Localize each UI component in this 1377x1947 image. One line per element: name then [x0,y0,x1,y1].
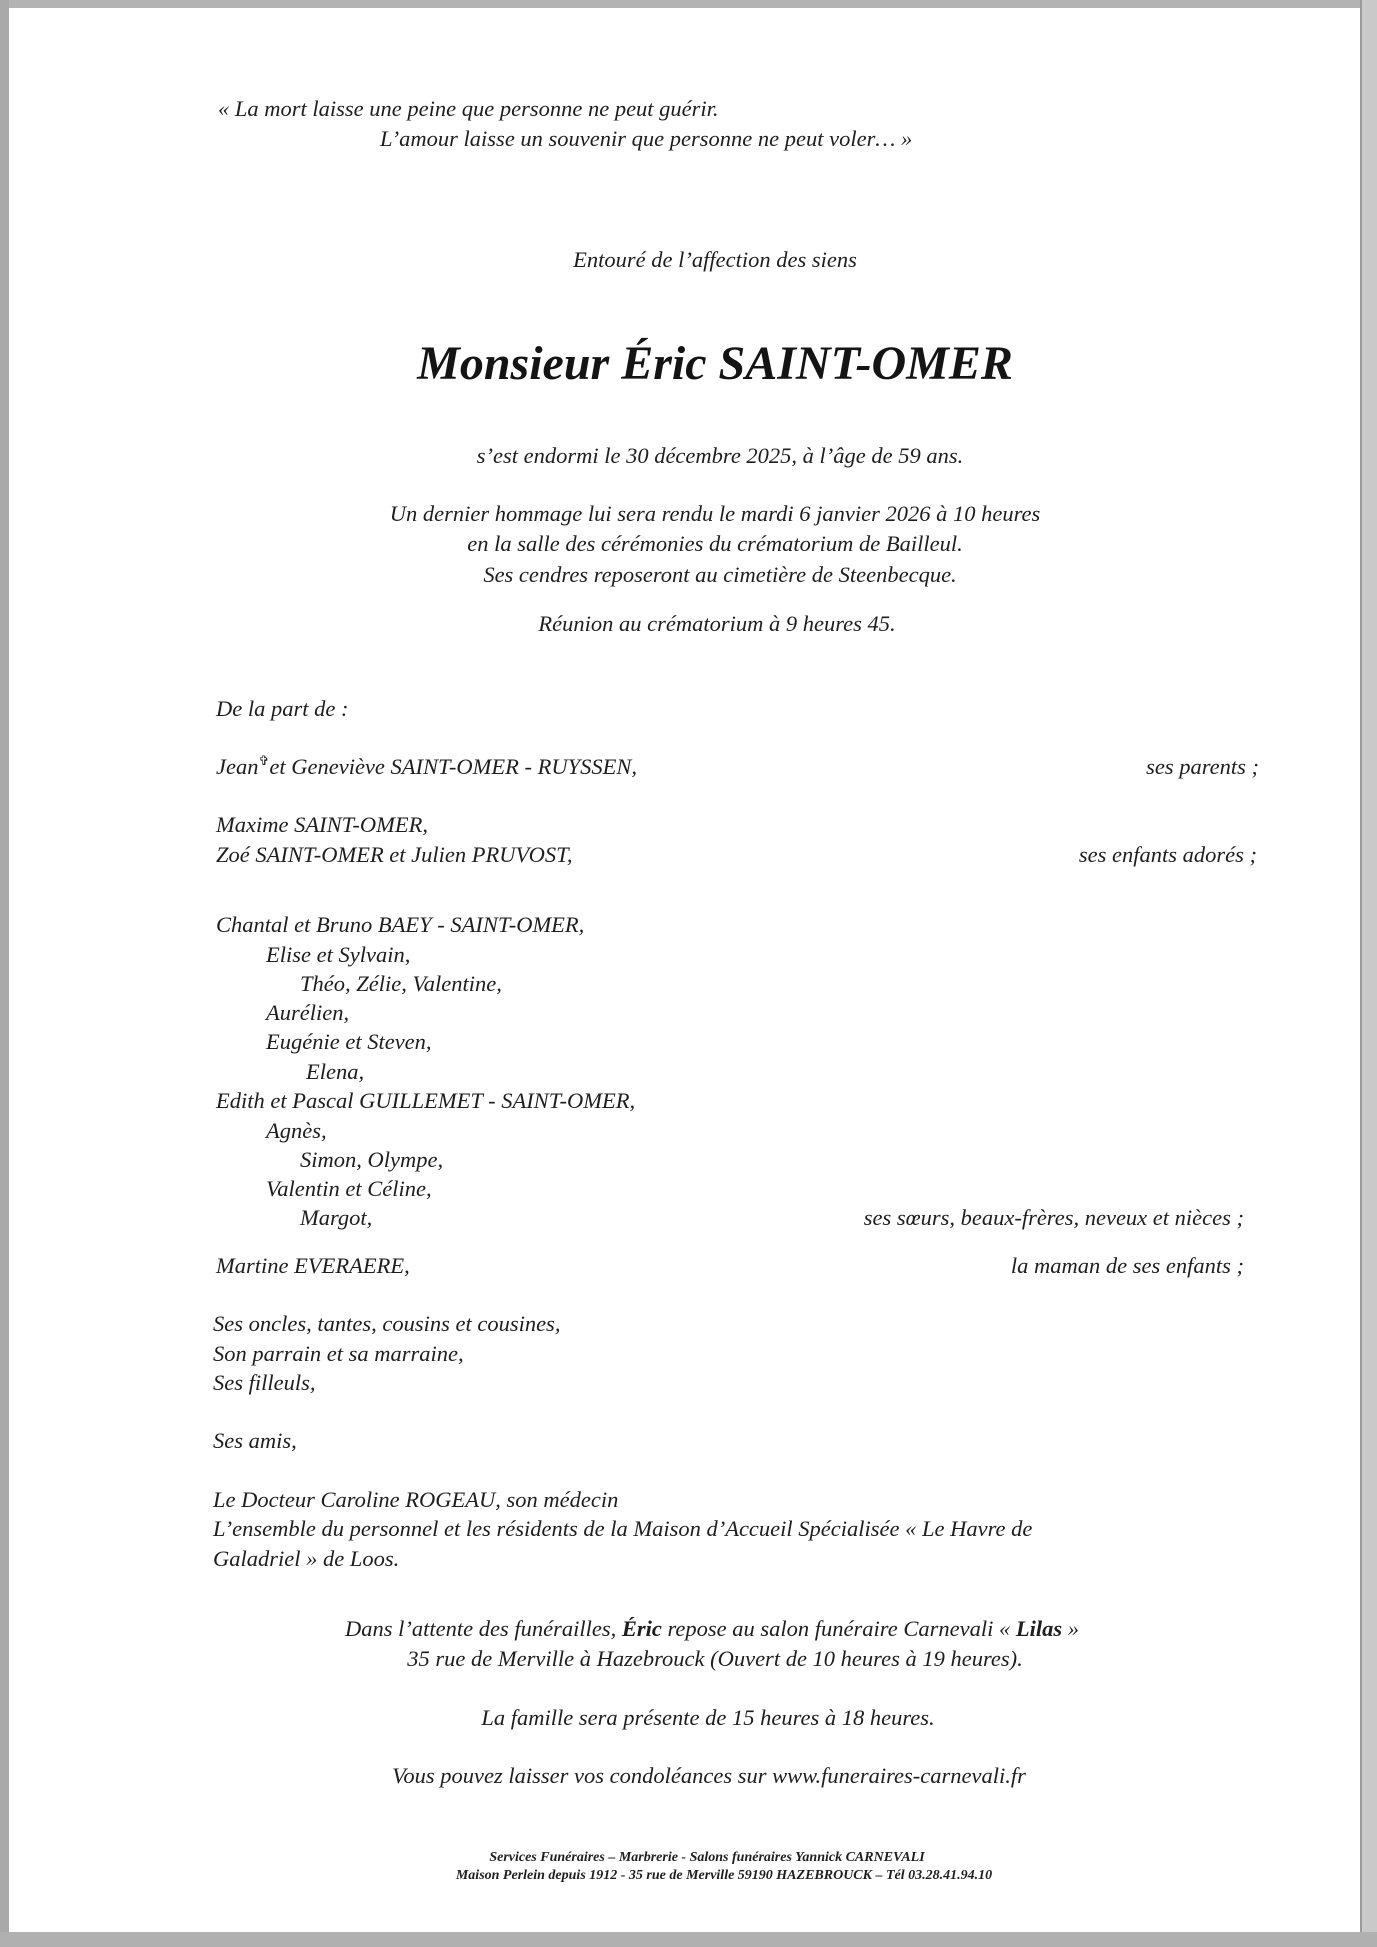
sibling-line: Agnès, [266,1118,327,1143]
page-frame-bottom [0,1932,1377,1947]
ex-partner-name: Martine EVERAERE, [216,1253,410,1278]
extended-line-2: Son parrain et sa marraine, [213,1341,464,1366]
sibling-line: Théo, Zélie, Valentine, [300,971,502,996]
parents-name-a: Jean [216,754,259,779]
sibling-line: Valentin et Céline, [266,1176,432,1201]
quote-line-2: L’amour laisse un souvenir que personne ne peut voler… » [380,126,913,151]
extended-line-1: Ses oncles, tantes, cousins et cousines, [213,1311,561,1336]
children-line-2: Zoé SAINT-OMER et Julien PRUVOST, [216,842,573,867]
family-presence-text: La famille sera présente de 15 heures à 18 heures. [481,1705,935,1730]
funeral-home-deceased-first-name: Éric [621,1616,662,1641]
parents-names [216,752,637,785]
condolences-text: Vous pouvez laisser vos condoléances sur www.funeraires-carnevali.fr [392,1763,1026,1788]
footer-line-2: Maison Perlein depuis 1912 - 35 rue de Merville 59190 HAZEBROUCK – Tél 03.28.41.94.10 [455,1868,993,1883]
ceremony-line-2: en la salle des cérémonies du crématorium de Bailleul. [467,531,963,556]
extended-line-3: Ses filleuls, [213,1370,316,1395]
footer-line-1: Services Funéraires – Marbrerie - Salons funéraires Yannick CARNEVALI [489,1850,925,1865]
parents-relation: ses parents ; [1146,754,1259,779]
sibling-line: Edith et Pascal GUILLEMET - SAINT-OMER, [216,1088,636,1113]
sibling-line: Eugénie et Steven, [266,1029,432,1054]
death-notice: s’est endormi le 30 décembre 2025, à l’âge de 59 ans. [476,443,964,468]
page-frame-right [1360,0,1377,1947]
intro-text: Entouré de l’affection des siens [573,247,857,272]
sibling-line: Chantal et Bruno BAEY - SAINT-OMER, [216,912,585,937]
ceremony-line-3: Ses cendres reposeront au cimetière de Steenbecque. [483,562,957,587]
funeral-home-text-a: Dans l’attente des funérailles, [345,1616,622,1641]
sibling-line: Elena, [306,1059,365,1084]
funeral-home-line-2: 35 rue de Merville à Hazebrouck (Ouvert de 10 heures à 19 heures). [407,1646,1023,1671]
deceased-cross-icon: ✞ [258,753,270,768]
meeting-text: Réunion au crématorium à 9 heures 45. [538,611,896,636]
care-line-1: Le Docteur Caroline ROGEAU, son médecin [213,1487,619,1512]
sibling-line: Margot, [300,1205,373,1230]
children-line-1: Maxime SAINT-OMER, [216,812,429,837]
funeral-home-text-b: repose au salon funéraire Carnevali « [661,1616,1016,1641]
ceremony-line-1: Un dernier hommage lui sera rendu le mardi 6 janvier 2026 à 10 heures [389,501,1041,526]
funeral-home-line-1 [345,1614,1079,1644]
parents-name-b: et Geneviève SAINT-OMER - RUYSSEN, [269,754,637,779]
care-line-3: Galadriel » de Loos. [213,1546,400,1571]
sibling-line: Elise et Sylvain, [266,942,411,967]
children-relation: ses enfants adorés ; [1078,842,1257,867]
quote-line-1: « La mort laisse une peine que personne ne peut guérir. [218,96,719,121]
funeral-home-text-c: » [1062,1616,1079,1641]
care-line-2: L’ensemble du personnel et les résidents de la Maison d’Accueil Spécialisée « Le Havre de [213,1516,1033,1541]
ex-partner-relation: la maman de ses enfants ; [1010,1253,1244,1278]
friends-text: Ses amis, [213,1428,297,1453]
funeral-home-room-name: Lilas [1015,1616,1063,1641]
page-frame-left [0,0,9,1947]
from-label: De la part de : [216,696,349,721]
siblings-relation: ses sœurs, beaux-frères, neveux et nièces ; [863,1205,1244,1230]
page-frame-top [0,0,1377,8]
deceased-name: Monsieur Éric SAINT-OMER [417,337,1013,390]
sibling-line: Aurélien, [266,1000,350,1025]
sibling-line: Simon, Olympe, [300,1147,444,1172]
